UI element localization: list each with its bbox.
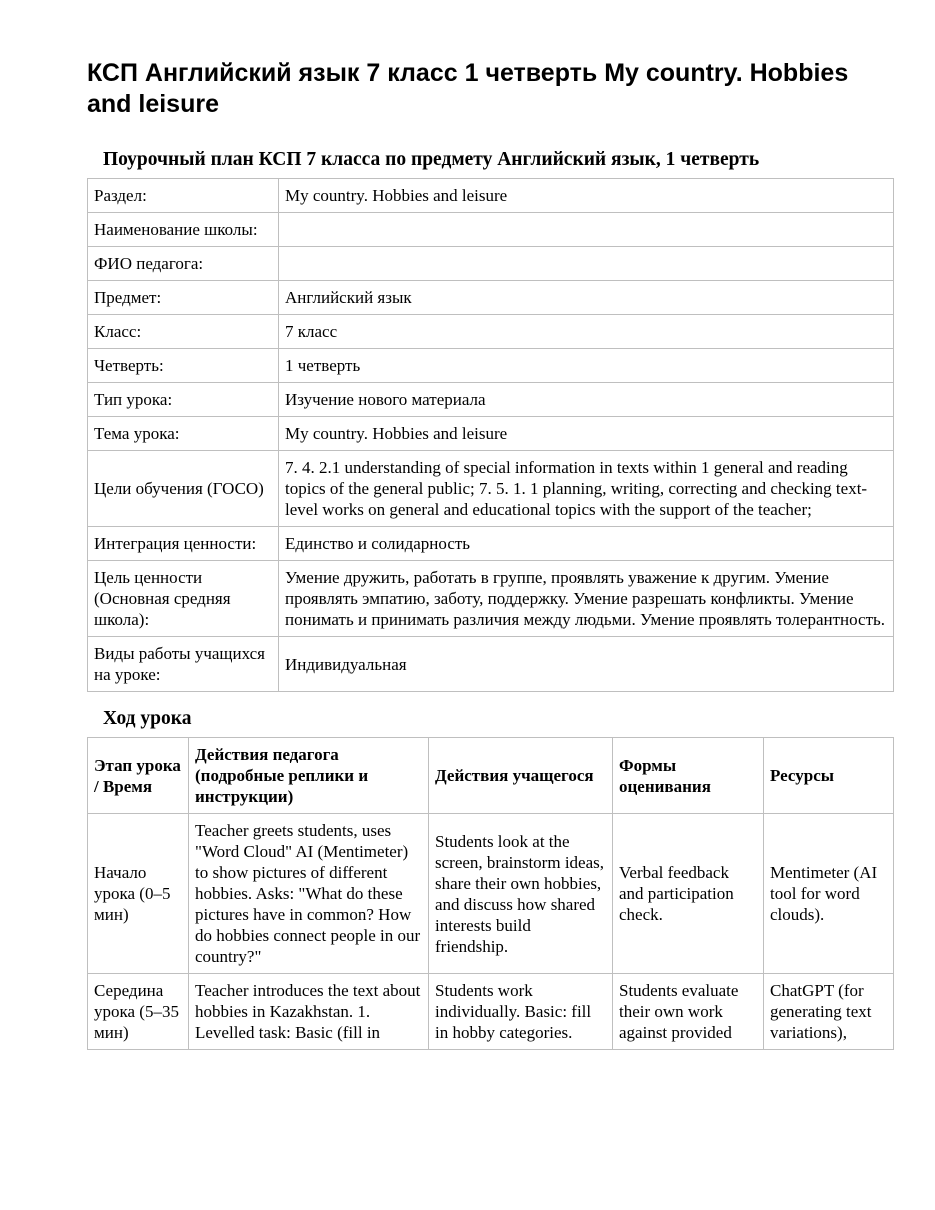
resources-cell: Mentimeter (AI tool for word clouds). [764,814,894,974]
lesson-info-table [87,178,894,692]
info-row-value-integration [88,527,894,561]
column-header-teacher-actions: Действия педагога (подробные реплики и инструкции) [189,738,429,814]
info-value: 1 четверть [279,349,894,383]
progress-row-middle [88,974,894,1050]
info-value: Единство и солидарность [279,527,894,561]
student-actions-cell: Students work individually. Basic: fill in hobby categories. [429,974,613,1050]
info-value: Изучение нового материала [279,383,894,417]
info-value: My country. Hobbies and leisure [279,417,894,451]
info-label: Класс: [88,315,279,349]
info-row-section [88,179,894,213]
progress-heading: Ход урока [103,708,192,729]
info-row-subject [88,281,894,315]
column-header-student-actions: Действия учащегося [429,738,613,814]
progress-row-start [88,814,894,974]
info-value: My country. Hobbies and leisure [279,179,894,213]
teacher-actions-cell: Teacher greets students, uses "Word Cloud" AI (Mentimeter) to show pictures of different hobbies. Asks: "What do these pictures have in common? How do hobbies connect people in our country?" [189,814,429,974]
info-value: Индивидуальная [279,637,894,692]
info-label: Цель ценности (Основная средняя школа): [88,561,279,637]
column-header-stage: Этап урока / Время [88,738,189,814]
resources-cell: ChatGPT (for generating text variations), [764,974,894,1050]
stage-cell: Начало урока (0–5 мин) [88,814,189,974]
info-label: Наименование школы: [88,213,279,247]
info-label: Цели обучения (ГОСО) [88,451,279,527]
info-row-work-types [88,637,894,692]
progress-header-row [88,738,894,814]
info-value [279,247,894,281]
info-row-school [88,213,894,247]
info-row-teacher [88,247,894,281]
info-value [279,213,894,247]
info-row-lesson-type [88,383,894,417]
teacher-actions-cell: Teacher introduces the text about hobbies in Kazakhstan. 1. Levelled task: Basic (fill in [189,974,429,1050]
lesson-progress-table [87,737,894,1050]
info-label: Интеграция ценности: [88,527,279,561]
info-value: Английский язык [279,281,894,315]
info-label: ФИО педагога: [88,247,279,281]
assessment-cell: Students evaluate their own work against provided [613,974,764,1050]
document-page [87,58,893,1050]
assessment-cell: Verbal feedback and participation check. [613,814,764,974]
info-value: 7 класс [279,315,894,349]
info-label: Тип урока: [88,383,279,417]
column-header-resources: Ресурсы [764,738,894,814]
info-value: 7. 4. 2.1 understanding of special information in texts within 1 general and reading topics of the general public; 7. 5. 1. 1 planning, writing, correcting and checking text-level works on general and educational topics with the support of the teacher; [279,451,894,527]
info-row-lesson-topic [88,417,894,451]
info-label: Предмет: [88,281,279,315]
info-row-value-goal [88,561,894,637]
column-header-assessment: Формы оценивания [613,738,764,814]
info-label: Четверть: [88,349,279,383]
info-label: Раздел: [88,179,279,213]
info-row-grade [88,315,894,349]
student-actions-cell: Students look at the screen, brainstorm ideas, share their own hobbies, and discuss how shared interests build friendship. [429,814,613,974]
document-title: КСП Английский язык 7 класс 1 четверть My country. Hobbies and leisure [87,59,849,118]
info-value: Умение дружить, работать в группе, проявлять уважение к другим. Умение проявлять эмпатию, заботу, поддержку. Умение разрешать конфликты. Умение понимать и принимать различия между людьми. Умение проявлять толерантность. [279,561,894,637]
info-row-learning-objectives [88,451,894,527]
plan-heading: Поурочный план КСП 7 класса по предмету Английский язык, 1 четверть [103,149,760,170]
info-label: Виды работы учащихся на уроке: [88,637,279,692]
info-row-quarter [88,349,894,383]
stage-cell: Середина урока (5–35 мин) [88,974,189,1050]
info-label: Тема урока: [88,417,279,451]
